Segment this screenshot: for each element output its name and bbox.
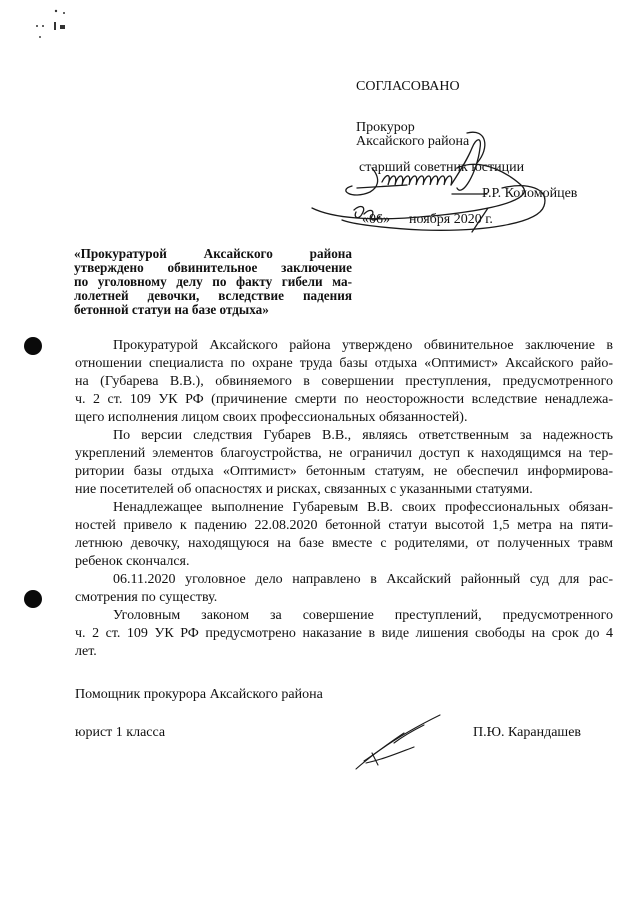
prosecutor-position-line1: Прокурор	[356, 120, 415, 135]
assistant-name: П.Ю. Карандашев	[473, 725, 582, 740]
body-line: ребенок скончался.	[75, 554, 190, 569]
prosecutor-position-line2: Аксайского района	[356, 134, 470, 149]
assistant-signature	[354, 713, 444, 773]
body-line: отношении специалиста по охране труда базы отдыха «Оптимист» Аксайского райо-	[75, 356, 613, 371]
body-line: 06.11.2020 уголовное дело направлено в Аксайский районный суд для рас-	[113, 572, 613, 587]
body-line: Уголовным законом за совершение преступлений, предусмотренного	[113, 608, 613, 623]
body-line: укреплений элементов благоустройства, не ограничил доступ к находящимся на тер-	[75, 446, 613, 461]
headline-line: лолетней девочки, вследствие падения	[74, 288, 352, 303]
headline-line: утверждено обвинительное заключение	[74, 260, 352, 275]
body-line: летнюю девочку, находящуюся на базе вместе с родителями, от полученных травм	[75, 536, 613, 551]
body-line: смотрения по существу.	[75, 590, 218, 605]
punch-hole-top	[24, 337, 42, 355]
approval-date-rest: ноября 2020 г.	[409, 212, 493, 227]
body-line: ние посетителей об опасностях и рисках, связанных с указанными статуями.	[75, 482, 533, 497]
body-line: Прокуратурой Аксайского района утверждено обвинительное заключение в	[113, 338, 613, 353]
prosecutor-signature	[312, 128, 562, 238]
body-line: ностей привело к падению 22.08.2020 бетонной статуи высотой 1,5 метра на пяти-	[75, 518, 613, 533]
approval-date-day: «06»	[362, 212, 390, 227]
body-line: щего исполнения лицом своих профессиональных обязанностей).	[75, 410, 468, 425]
press-release-headline	[74, 247, 352, 317]
body-line: Ненадлежащее выполнение Губаревым В.В. своих профессиональных обязан-	[113, 500, 613, 515]
punch-hole-bottom	[24, 590, 42, 608]
body-line: на (Губарева В.В.), обвиняемого в совершении преступления, предусмотренного	[75, 374, 613, 389]
body-line: По версии следствия Губарев В.В., являясь ответственным за надежность	[113, 428, 613, 443]
headline-line: бетонной статуи на базе отдыха»	[74, 302, 269, 317]
prosecutor-rank: старший советник юстиции	[359, 160, 525, 175]
body-line: ритории базы отдыха «Оптимист» бетонным статуям, не обеспечил информирова-	[75, 464, 613, 479]
assistant-rank: юрист 1 класса	[75, 725, 166, 740]
approval-stamp: СОГЛАСОВАНО	[356, 79, 460, 94]
body-line: ч. 2 ст. 109 УК РФ (причинение смерти по неосторожности вследствие ненадлежа-	[75, 392, 613, 407]
body-line: лет.	[75, 644, 97, 659]
prosecutor-name: Р.Р. Коломойцев	[482, 186, 578, 201]
scan-specks	[34, 8, 74, 38]
headline-line: «Прокуратурой Аксайского района	[74, 246, 352, 261]
headline-line: по уголовному делу по факту гибели ма-	[74, 274, 352, 289]
assistant-position: Помощник прокурора Аксайского района	[75, 687, 323, 702]
body-line: ч. 2 ст. 109 УК РФ предусмотрено наказание в виде лишения свободы на срок до 4	[75, 626, 613, 641]
